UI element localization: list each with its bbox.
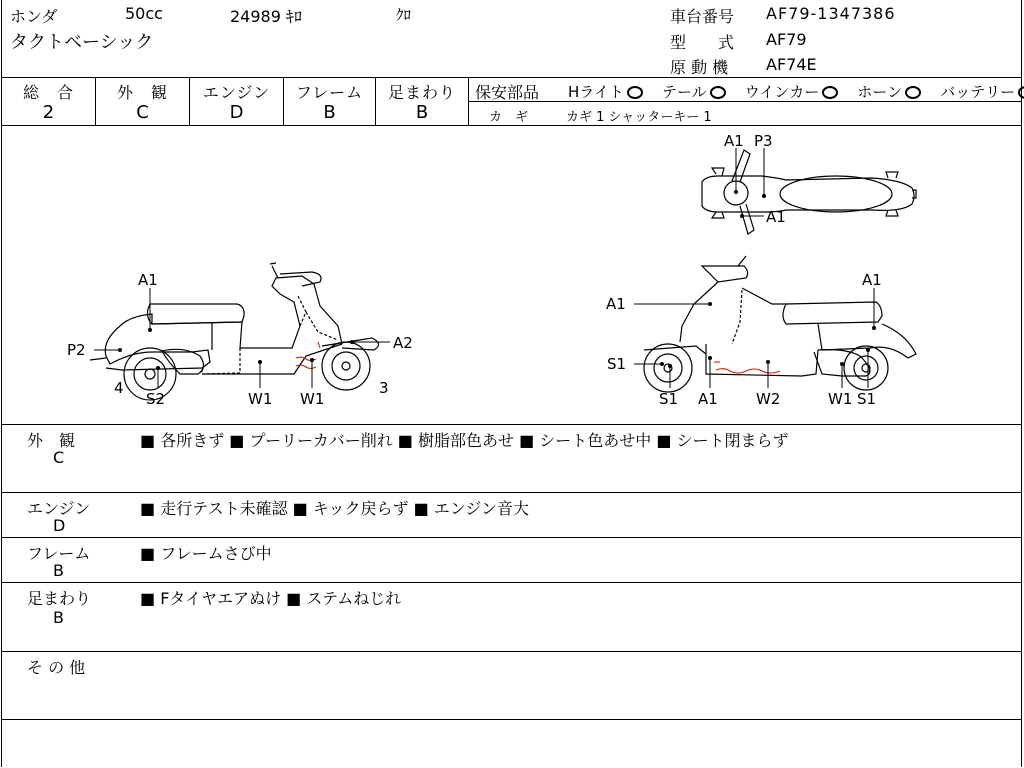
- check-mark-icon: [1018, 86, 1024, 99]
- frame-no-label: 車台番号: [670, 7, 735, 26]
- grade-value: B: [415, 102, 429, 123]
- divider: [2, 537, 1021, 538]
- label-right-s1a: S1: [607, 355, 627, 373]
- label-left-a2: A2: [393, 334, 413, 352]
- note-grade-exterior: C: [53, 448, 65, 467]
- label-left-s2: S2: [146, 390, 166, 408]
- note-grade-frame: B: [53, 561, 64, 580]
- note-grade-suspension: B: [53, 608, 64, 627]
- engine-code: AF74E: [766, 55, 817, 74]
- grade-value: B: [323, 102, 336, 123]
- divider: [2, 582, 1021, 583]
- leader-lines: [94, 148, 874, 388]
- label-right-s1c: S1: [857, 390, 877, 408]
- divider: [2, 719, 1021, 720]
- note-text-exterior: ■ 各所きず ■ プーリーカバー削れ ■ 樹脂部色あせ ■ シート色あせ中 ■ シート閉まらず: [140, 431, 789, 450]
- damage-diagram: [2, 126, 1022, 424]
- model-code: AF79: [766, 30, 807, 49]
- left-scooter-drawing: [90, 263, 379, 400]
- key-value: カギ 1 シャッターキー 1: [566, 110, 712, 125]
- note-label-exterior: 外 観: [27, 431, 76, 450]
- grade-label: 外 観: [116, 83, 168, 102]
- label-left-3: 3: [379, 379, 389, 397]
- label-left-p2: P2: [67, 341, 86, 359]
- equipment-headlight: Hライト: [568, 81, 643, 102]
- note-text-suspension: ■ Fタイヤエアぬけ ■ ステムねじれ: [140, 589, 402, 608]
- check-mark-icon: [905, 86, 921, 99]
- label-left-w1b: W1: [300, 390, 325, 408]
- color: ｸﾛ: [396, 6, 412, 24]
- label-top-a1b: A1: [766, 208, 786, 226]
- note-label-suspension: 足まわり: [27, 589, 92, 608]
- grade-label: 足まわり: [387, 83, 456, 102]
- grade-label: エンジン: [202, 83, 271, 102]
- note-text-frame: ■ フレームさび中: [140, 544, 272, 563]
- equipment-label: 保安部品: [475, 83, 540, 102]
- check-mark-icon: [822, 86, 838, 99]
- grade-overall: [2, 79, 95, 125]
- right-damage-marks: [714, 362, 780, 373]
- divider: [2, 77, 1021, 78]
- note-label-other: そ の 他: [27, 658, 86, 677]
- equipment-horn: ホーン: [857, 81, 921, 102]
- grade-value: D: [229, 102, 244, 123]
- grade-engine: [190, 79, 283, 125]
- label-left-a1: A1: [138, 271, 158, 289]
- inspection-sheet: [1, 0, 1022, 767]
- grade-value: C: [136, 102, 149, 123]
- maker: ホンダ: [10, 7, 58, 26]
- note-label-engine: エンジン: [27, 499, 91, 518]
- note-grade-engine: D: [53, 516, 66, 535]
- equipment-list: [568, 81, 1024, 102]
- label-top-a1a: A1: [724, 132, 744, 150]
- engine-label: 原 動 機: [670, 58, 729, 77]
- label-top-p3: P3: [754, 132, 773, 150]
- label-right-w2: W2: [756, 390, 781, 408]
- label-right-a1a: A1: [606, 295, 626, 313]
- equipment-tail: テール: [662, 81, 726, 102]
- label-right-a1c: A1: [862, 271, 882, 289]
- note-label-frame: フレーム: [27, 544, 91, 563]
- label-right-w1: W1: [828, 390, 853, 408]
- label-right-a1b: A1: [698, 390, 718, 408]
- grade-value: 2: [42, 102, 55, 123]
- label-left-w1a: W1: [248, 390, 273, 408]
- grade-exterior: [96, 79, 189, 125]
- note-text-engine: ■ 走行テスト未確認 ■ キック戻らず ■ エンジン音大: [140, 499, 530, 518]
- model-name: タクトベーシック: [10, 32, 154, 53]
- label-left-4: 4: [114, 379, 124, 397]
- diagram-labels: [67, 132, 882, 408]
- grade-frame: [284, 79, 375, 125]
- divider: [2, 492, 1021, 493]
- divider: [469, 101, 1021, 102]
- grade-label: 総 合: [22, 83, 74, 102]
- frame-no: AF79-1347386: [766, 4, 896, 23]
- equipment-battery: バッテリー: [940, 81, 1024, 102]
- displacement: 50cc: [125, 4, 163, 23]
- equipment-winker: ウインカー: [745, 81, 839, 102]
- label-right-s1b: S1: [659, 390, 679, 408]
- mileage: 24989 ｷﾛ: [230, 7, 302, 26]
- grade-suspension: [376, 79, 468, 125]
- grade-label: フレーム: [295, 83, 364, 102]
- check-mark-icon: [627, 86, 643, 99]
- model-label: 型 式: [670, 33, 735, 52]
- divider: [2, 651, 1021, 652]
- divider: [2, 424, 1021, 425]
- check-mark-icon: [710, 86, 726, 99]
- leader-dots: [118, 190, 876, 370]
- key-label: カ ギ: [489, 110, 529, 125]
